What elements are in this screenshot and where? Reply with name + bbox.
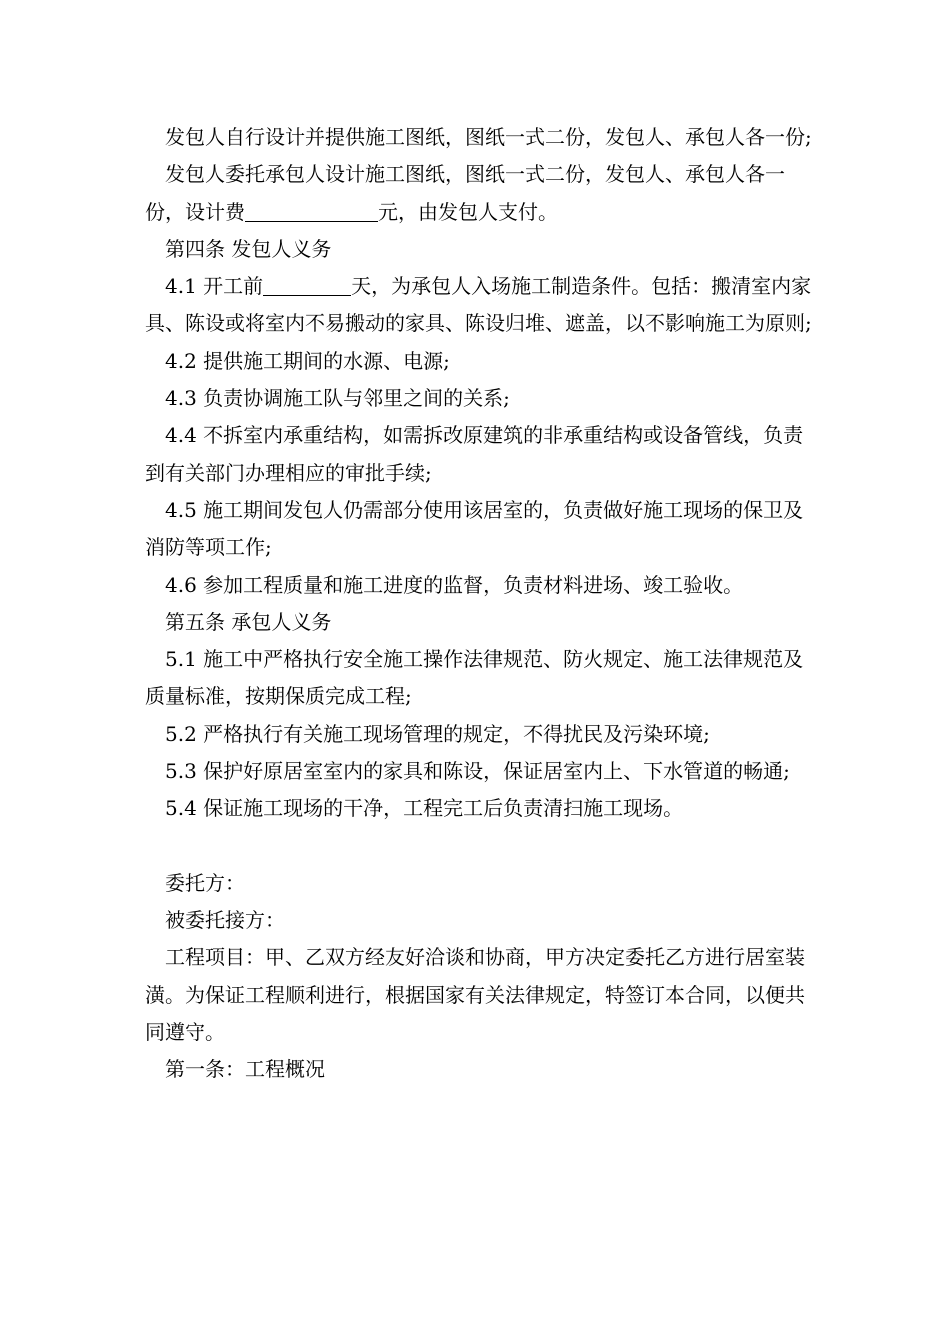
paragraph-project-intro: 工程项目：甲、乙双方经友好洽谈和协商，甲方决定委托乙方进行居室装潢。为保证工程顺利进行，根据国家有关法律规定，特签订本合同，以便共同遵守。 [145, 945, 805, 1044]
party-client-label: 委托方： [165, 870, 245, 895]
party-contractor-label: 被委托接方： [165, 907, 285, 932]
section-heading-article-1: 第一条：工程概况 [165, 1057, 325, 1082]
paragraph-text: 发包人委托承包人设计施工图纸，图纸一式二份，发包人、承包人各一份，设计费 [145, 162, 785, 224]
fill-blank-days [263, 275, 351, 296]
clause-4-6: 4.6 参加工程质量和施工进度的监督，负责材料进场、竣工验收。 [165, 572, 744, 597]
section-heading-article-5: 第五条 承包人义务 [165, 609, 332, 634]
clause-4-2: 4.2 提供施工期间的水源、电源; [165, 348, 450, 373]
clause-5-4: 5.4 保证施工现场的干净，工程完工后负责清扫施工现场。 [165, 796, 684, 821]
clause-4-4: 4.4 不拆室内承重结构，如需拆改原建筑的非承重结构或设备管线，负责到有关部门办理相应的审批手续; [145, 423, 804, 485]
clause-text: 天，为承包人入场施工制造条件。包括：搬清室内家具、陈设或将室内不易搬动的家具、陈设归堆、遮盖，以不影响施工为原则; [145, 274, 812, 336]
fill-blank-design-fee [245, 201, 378, 222]
paragraph-text: 元，由发包人支付。 [378, 199, 558, 224]
clause-4-3: 4.3 负责协调施工队与邻里之间的关系; [165, 386, 510, 411]
paragraph-spacer [145, 828, 815, 865]
clause-4-1 [145, 268, 815, 343]
document-body [145, 119, 815, 1088]
paragraph-drawings-self: 发包人自行设计并提供施工图纸，图纸一式二份，发包人、承包人各一份; [165, 125, 812, 149]
clause-5-1: 5.1 施工中严格执行安全施工操作法律规范、防火规定、施工法律规范及质量标准，按期保质完成工程; [145, 647, 804, 709]
clause-4-5: 4.5 施工期间发包人仍需部分使用该居室的，负责做好施工现场的保卫及消防等项工作; [145, 497, 804, 560]
clause-text: 4.1 开工前 [165, 274, 264, 299]
paragraph-drawings-entrusted [145, 156, 815, 231]
clause-5-2: 5.2 严格执行有关施工现场管理的规定，不得扰民及污染环境; [165, 721, 710, 746]
clause-5-3: 5.3 保护好原居室室内的家具和陈设，保证居室内上、下水管道的畅通; [165, 759, 790, 784]
section-heading-article-4: 第四条 发包人义务 [165, 236, 332, 261]
